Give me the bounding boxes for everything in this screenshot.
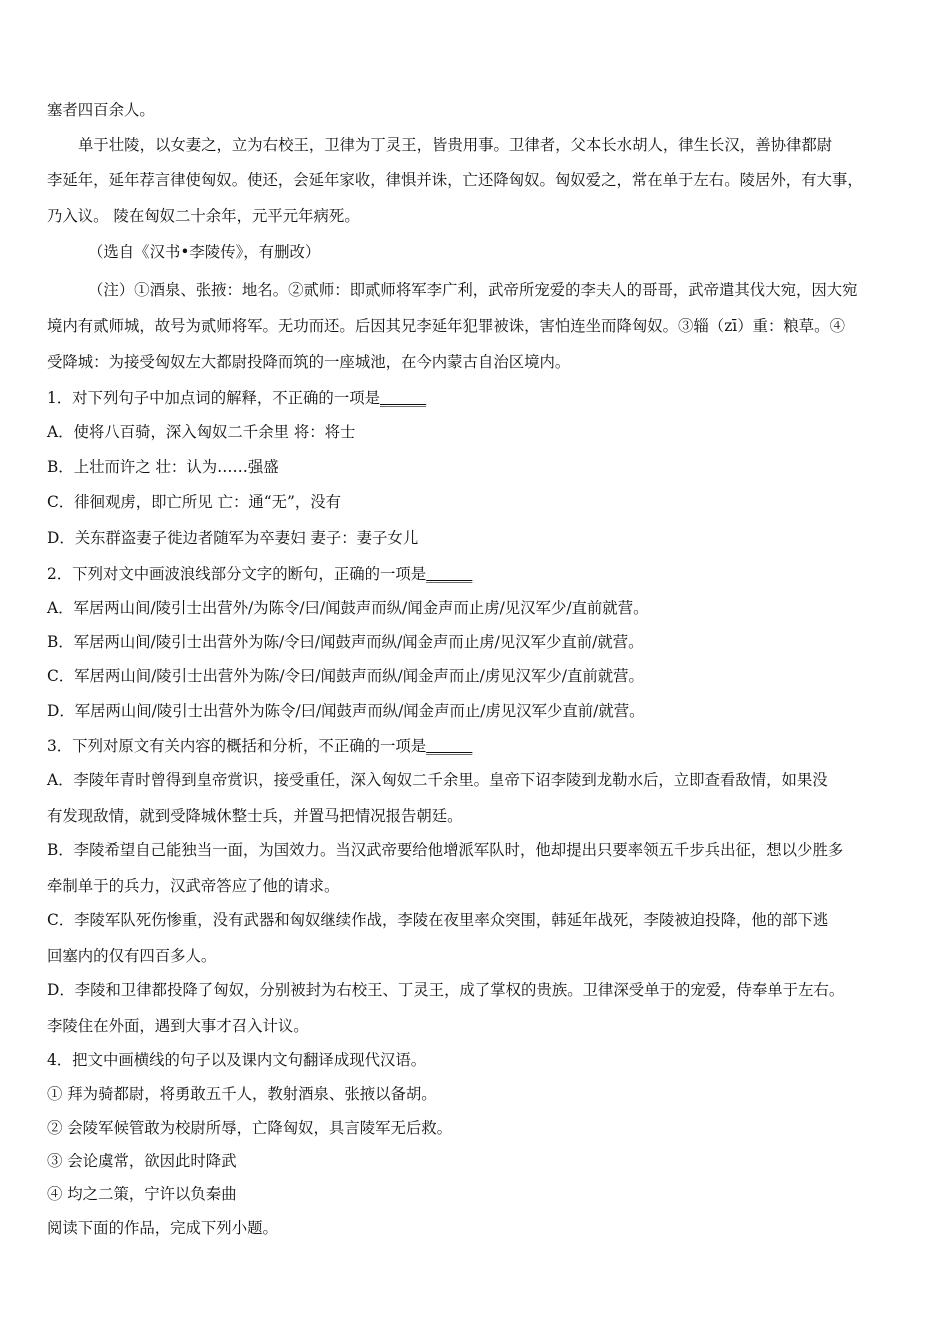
question-2-stem bbox=[47, 564, 472, 584]
question-1-option-b: B．上壮而许之 壮：认为……强盛 bbox=[47, 458, 279, 476]
translation-item: ③ 会论虞常，欲因此时降武 bbox=[47, 1152, 237, 1170]
question-1-stem bbox=[47, 388, 426, 408]
question-4-stem: 4．把文中画横线的句子以及课内文句翻译成现代汉语。 bbox=[47, 1051, 427, 1069]
question-2-option-d: D．军居两山间/陵引士出营外为陈令/曰/闻鼓声而纵/闻金声而止/虏见汉军少直前/就营。 bbox=[47, 702, 645, 720]
question-3-option-b-cont: 牵制单于的兵力，汉武帝答应了他的请求。 bbox=[47, 877, 340, 895]
question-2-option-c: C．军居两山间/陵引士出营外为陈/令曰/闻鼓声而纵/闻金声而止/虏见汉军少/直前就营。 bbox=[47, 667, 644, 685]
question-3-option-a: A．李陵年青时曾得到皇帝赏识，接受重任，深入匈奴二千余里。皇帝下诏李陵到龙勒水后，立即查看敌情，如果没 bbox=[47, 771, 828, 789]
translation-item: ① 拜为骑都尉，将勇敢五千人，教射酒泉、张掖以备胡。 bbox=[47, 1085, 437, 1103]
footnote-line: 境内有贰师城，故号为贰师将军。无功而还。后因其兄李延年犯罪被诛，害怕连坐而降匈奴。③辎（zī）重：粮草。④ bbox=[47, 317, 845, 335]
footnote-line: 受降城：为接受匈奴左大都尉投降而筑的一座城池，在今内蒙古自治区境内。 bbox=[47, 353, 571, 371]
answer-blank: ______ bbox=[380, 389, 427, 407]
question-stem-text: 3．下列对原文有关内容的概括和分析，不正确的一项是 bbox=[47, 737, 427, 755]
passage-line: 塞者四百余人。 bbox=[47, 101, 155, 119]
answer-blank: ______ bbox=[426, 737, 473, 755]
next-section-instruction: 阅读下面的作品，完成下列小题。 bbox=[47, 1219, 278, 1237]
question-1-option-d: D．关东群盗妻子徙边者随军为卒妻妇 妻子：妻子女儿 bbox=[47, 529, 419, 547]
answer-blank: ______ bbox=[426, 565, 473, 583]
question-1-option-a: A．使将八百骑，深入匈奴二千余里 将：将士 bbox=[47, 423, 356, 441]
question-stem-text: 2．下列对文中画波浪线部分文字的断句，正确的一项是 bbox=[47, 565, 427, 583]
question-3-option-a-cont: 有发现敌情，就到受降城休整士兵，并置马把情况报告朝廷。 bbox=[47, 807, 463, 825]
question-3-option-c-cont: 回塞内的仅有四百多人。 bbox=[47, 947, 217, 965]
question-3-option-b: B．李陵希望自己能独当一面，为国效力。当汉武帝要给他增派军队时，他却提出只要率领五千步兵出征，想以少胜多 bbox=[47, 841, 844, 859]
question-3-option-c: C．李陵军队死伤惨重，没有武器和匈奴继续作战，李陵在夜里率众突围，韩延年战死，李陵被迫投降，他的部下逃 bbox=[47, 911, 829, 929]
question-stem-text: 1．对下列句子中加点词的解释，不正确的一项是 bbox=[47, 389, 380, 407]
translation-item: ④ 均之二策，宁许以负秦曲 bbox=[47, 1185, 237, 1203]
question-3-option-d-cont: 李陵住在外面，遇到大事才召入计议。 bbox=[47, 1017, 309, 1035]
passage-line: 乃入议。 陵在匈奴二十余年，元平元年病死。 bbox=[47, 207, 360, 225]
passage-source: （选自《汉书•李陵传》，有删改） bbox=[88, 243, 321, 261]
question-1-option-c: C．徘徊观虏，即亡所见 亡：通“无”，没有 bbox=[47, 493, 342, 511]
passage-line: 李延年，延年荐言律使匈奴。使还，会延年家收，律惧并诛，亡还降匈奴。匈奴爱之，常在单于左右。陵居外，有大事， bbox=[47, 171, 863, 189]
question-2-option-b: B．军居两山间/陵引士出营外为陈/令曰/闻鼓声而纵/闻金声而止虏/见汉军少直前/就营。 bbox=[47, 633, 644, 651]
translation-item: ② 会陵军候管敢为校尉所辱，亡降匈奴，具言陵军无后救。 bbox=[47, 1119, 453, 1137]
question-3-stem bbox=[47, 736, 472, 756]
question-3-option-d: D．李陵和卫律都投降了匈奴，分别被封为右校王、丁灵王，成了掌权的贵族。卫律深受单于的宠爱，侍奉单于左右。 bbox=[47, 981, 845, 999]
passage-line: 单于壮陵，以女妻之，立为右校王，卫律为丁灵王，皆贵用事。卫律者，父本长水胡人，律生长汉，善协律都尉 bbox=[78, 136, 833, 154]
question-2-option-a: A．军居两山间/陵引士出营外/为陈令/曰/闻鼓声而纵/闻金声而止虏/见汉军少/直前就营。 bbox=[47, 599, 649, 617]
footnote-line: （注）①酒泉、张掖：地名。②贰师：即贰师将军李广利，武帝所宠爱的李夫人的哥哥，武帝遣其伐大宛，因大宛 bbox=[88, 281, 858, 299]
